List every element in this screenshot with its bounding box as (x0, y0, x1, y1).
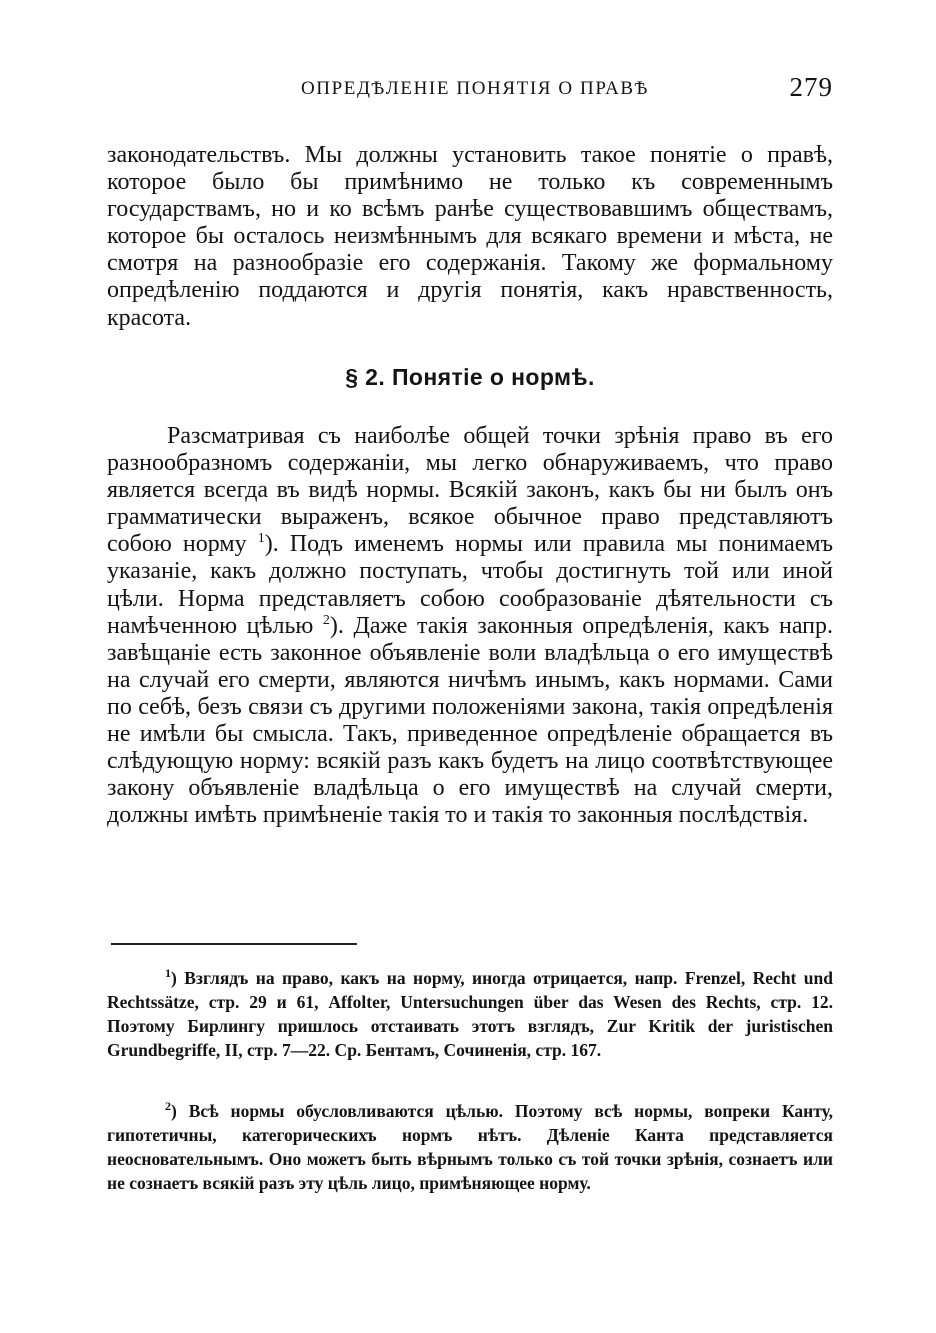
footnote-1-number: 1 (165, 966, 171, 981)
footnote-ref-1-paren: ) (264, 531, 273, 558)
footnote-1-text: Взглядъ на право, какъ на норму, иногда отрицается, напр. Frenzel, Recht und Rechtssätze, стр. 29 и 61, Affolter, Untersuchungen über das Wesen des Rechts, стр. 12. Поэтому Бирлингу пришлось отстаивать этотъ взглядъ, Zur Kritik der juristischen Grundbegriffe, II, стр. 7—22. Ср. Бентамъ, Сочиненія, стр. 167. (107, 968, 833, 1061)
footnote-2-number: 2 (165, 1099, 171, 1114)
running-title: ОПРЕДѢЛЕНІЕ ПОНЯТІЯ О ПРАВѢ (300, 78, 650, 99)
footnote-1 (107, 966, 833, 1062)
continued-paragraph: законодательствъ. Мы должны установить такое понятіе о правѣ, которое было бы примѣнимо не только къ современнымъ государствамъ, но и ко всѣмъ ранѣе существовавшимъ обществамъ, которое бы осталось неизмѣннымъ для всякаго времени и мѣста, не смотря на разнообразіе его содержанія. Такому же формальному опредѣленію поддаются и другія понятія, какъ нравственность, красота. (107, 142, 833, 331)
section-paragraph (107, 423, 833, 829)
page-number: 279 (789, 72, 833, 102)
footnote-1-paren: ) (171, 968, 177, 988)
footnote-2-text: Всѣ нормы обусловливаются цѣлью. Поэтому всѣ нормы, вопреки Канту, гипотетичны, категорическихъ нормъ нѣтъ. Дѣленіе Канта представляется неосновательнымъ. Оно можетъ быть вѣрнымъ только съ той точки зрѣнія, сознаетъ или не сознаетъ всякій разъ эту цѣль лицо, примѣняющее норму. (107, 1101, 834, 1194)
paragraph-text-3: . Даже такія законныя опредѣленія, какъ напр. завѣщаніе есть законное объявленіе воли владѣльца о его имуществѣ на случай его смерти, являются ничѣмъ инымъ, какъ нормами. Сами по себѣ, безъ связи съ другими положеніями закона, такія опредѣленія не имѣли бы смысла. Такъ, приведенное опредѣленіе обращается въ слѣдующую норму: всякій разъ какъ будетъ на лицо соотвѣтствующее закону объявленіе владѣльца о его имуществѣ на случай смерти, должны имѣть примѣненіе такія то и такія то законныя послѣдствія. (107, 612, 834, 829)
footnote-divider (111, 943, 357, 945)
footnote-ref-2-paren: ) (329, 612, 338, 639)
paragraph-text-2: . Подъ именемъ нормы или правила мы понимаемъ указаніе, какъ должно поступать, чтобы достигнуть той или иной цѣли. Норма представляетъ собою сообразованіе дѣятельности съ намѣченною цѣлью (107, 531, 833, 639)
footnote-ref-2[interactable]: 2 (322, 612, 330, 628)
footnote-2 (107, 1099, 833, 1195)
footnote-2-paren: ) (171, 1101, 177, 1121)
section-heading: § 2. Понятіе о нормѣ. (345, 364, 595, 390)
running-head (107, 70, 833, 110)
paragraph-text-1: Разсматривая съ наиболѣе общей точки зрѣнія право въ его разнообразномъ содержаніи, мы легко обнаруживаемъ, что право является всегда въ видѣ нормы. Всякій законъ, какъ бы ни былъ онъ грамматически выраженъ, всякое обычное право представляютъ собою норму (107, 423, 833, 558)
footnote-ref-1[interactable]: 1 (257, 531, 265, 547)
